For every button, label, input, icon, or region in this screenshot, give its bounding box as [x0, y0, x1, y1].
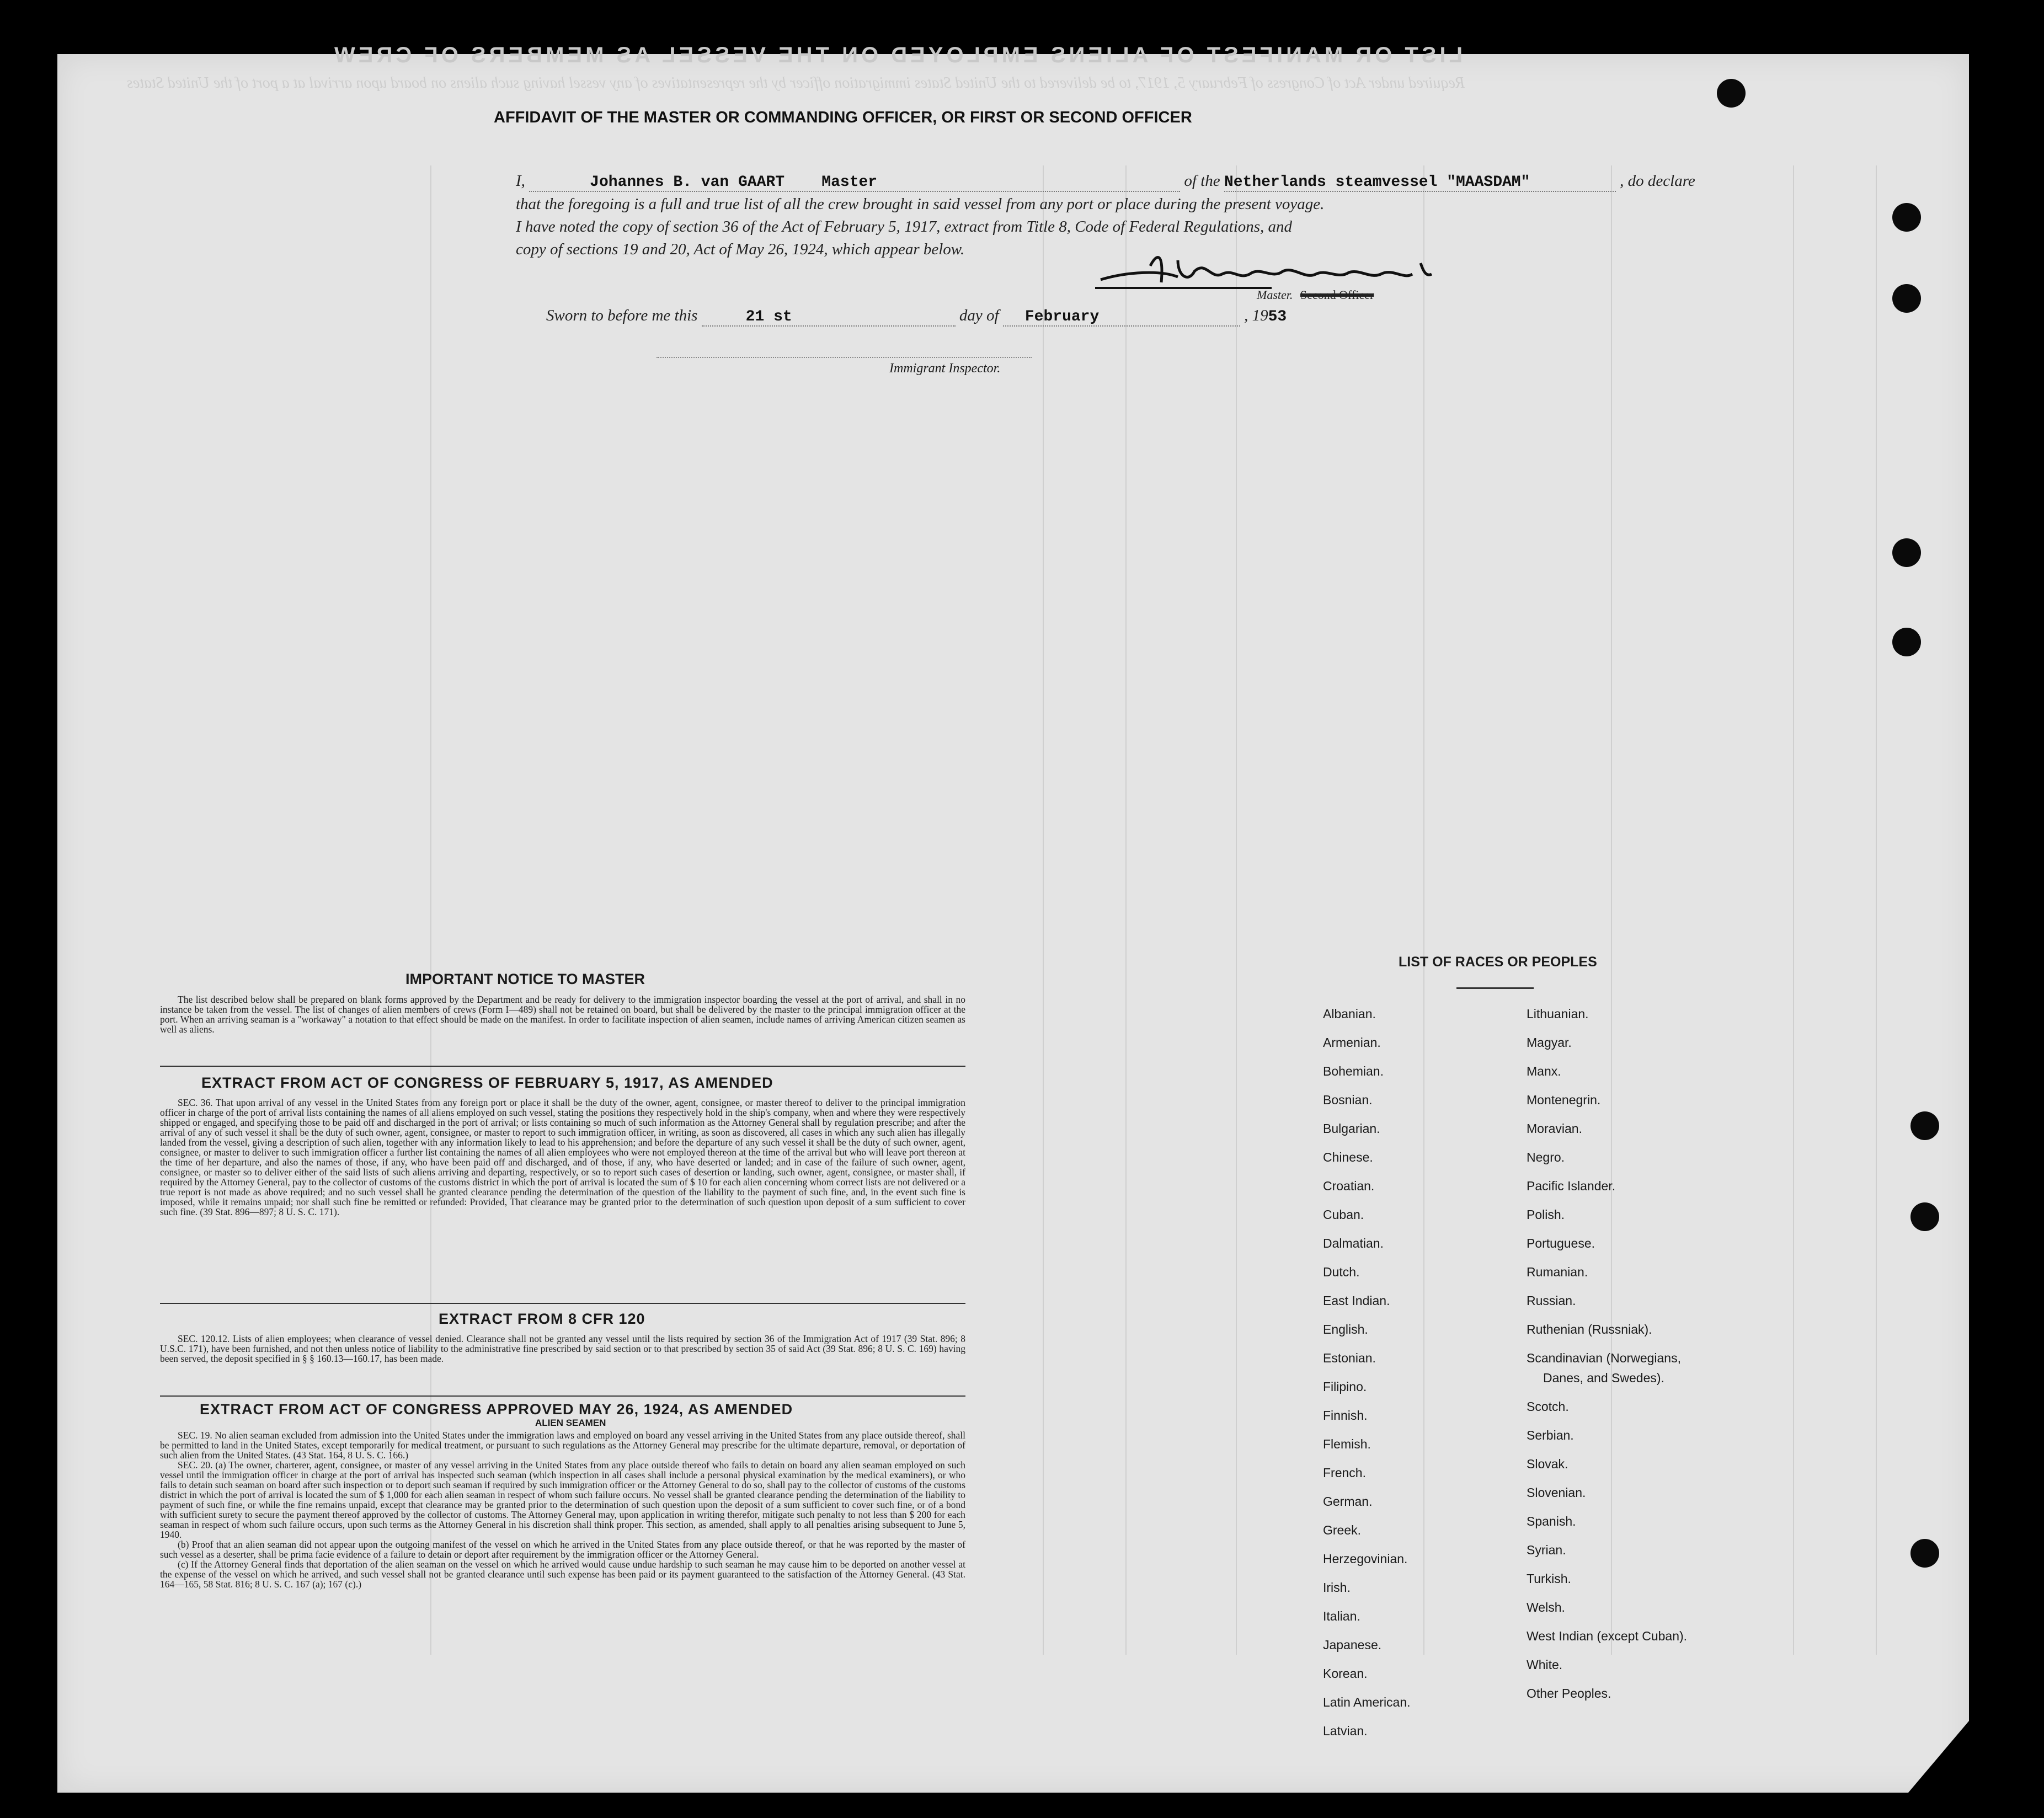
race-item: Welsh. — [1527, 1600, 1565, 1614]
master-rank-field: Master — [821, 174, 878, 191]
punch-hole — [1892, 538, 1921, 567]
extract-1917-title: EXTRACT FROM ACT OF CONGRESS OF FEBRUARY 5, 1917, AS AMENDED — [201, 1074, 773, 1091]
sworn-line — [546, 307, 1287, 327]
race-item: Negro. — [1527, 1150, 1565, 1164]
folded-corner — [1908, 1721, 1969, 1793]
extract-cfr-title: EXTRACT FROM 8 CFR 120 — [439, 1311, 645, 1327]
race-item: Pacific Islander. — [1527, 1179, 1616, 1193]
race-item: White. — [1527, 1657, 1563, 1672]
master-label: Master. — [1257, 288, 1293, 302]
punch-hole — [1892, 203, 1921, 232]
sworn-year-field: 53 — [1268, 308, 1287, 325]
ghost-column-line — [1236, 165, 1237, 1655]
ghost-column-line — [1423, 165, 1424, 1655]
race-item: French. — [1323, 1466, 1366, 1480]
notice-text — [160, 994, 965, 1034]
race-item: Croatian. — [1323, 1179, 1375, 1193]
divider — [160, 1066, 965, 1067]
race-item: Korean. — [1323, 1666, 1368, 1681]
race-item: German. — [1323, 1494, 1373, 1509]
race-item: Other Peoples. — [1527, 1686, 1611, 1701]
race-item: Japanese. — [1323, 1638, 1382, 1652]
race-item: East Indian. — [1323, 1293, 1390, 1308]
race-item: Moravian. — [1527, 1121, 1582, 1136]
race-item: Magyar. — [1527, 1035, 1572, 1050]
race-item: Armenian. — [1323, 1035, 1381, 1050]
alien-seamen-subtitle: ALIEN SEAMEN — [535, 1418, 606, 1428]
notice-title: IMPORTANT NOTICE TO MASTER — [405, 971, 645, 987]
divider — [160, 1395, 965, 1397]
sworn-prefix: Sworn to before me this — [546, 307, 698, 324]
race-item: Flemish. — [1323, 1437, 1371, 1451]
race-item: Spanish. — [1527, 1514, 1576, 1528]
affidavit-i: I, — [516, 172, 525, 190]
sec-20a-paragraph: SEC. 20. (a) The owner, charterer, agent, consignee, or master of any vessel arriving in the United States from any place outside thereof who fails to detain on board any alien seaman employed on such vessel until the immigration officer in charge at the port of arrival has inspected such seaman (which inspection in all cases shall include a personal physical examination by the medical examiners), or who fails to detain such seaman on board after such inspection or to deport such seaman if required by such immigration officer or the Attorney General to do so, shall pay to the collector of customs of the customs district in which the port of arrival is located the sum of $ 1,000 for each alien seaman in respect of whom such failure occurs. No vessel shall be granted clearance pending the determination of the liability to payment of such fine, or while the fine remains unpaid, except that clearance may be granted prior to the determination of such question upon the deposit of a sum sufficient to cover such fine, or of a bond with sufficient surety to secure the payment thereof approved by the collector of customs. The Attorney General may, upon application in writing therefor, mitigate such penalty to not less than $ 200 for each seaman in respect of whom such failure occurs, upon such terms as the Attorney General in his discretion shall think proper. This section, as amended, shall apply to all penalties arising subsequent to June 5, 1940. — [160, 1459, 965, 1540]
divider — [160, 1303, 965, 1304]
sworn-day-field: 21 st — [745, 308, 792, 325]
race-item: Latin American. — [1323, 1695, 1411, 1709]
ghost-column-line — [1793, 165, 1794, 1655]
affidavit-text-line-4: copy of sections 19 and 20, Act of May 26, 1924, which appear below. — [516, 240, 965, 258]
race-item: Latvian. — [1323, 1724, 1368, 1738]
race-item: Manx. — [1527, 1064, 1561, 1078]
race-item: Rumanian. — [1527, 1265, 1588, 1279]
race-item: Filipino. — [1323, 1379, 1367, 1394]
affidavit-declaration-line — [516, 172, 1695, 192]
sec-120-12-paragraph: SEC. 120.12. Lists of alien employees; when clearance of vessel denied. Clearance shall not be granted any vessel until the lists required by section 36 of the Immigration Act of 1917 (39 Stat. 896; 8 U.S.C. 171), have been furnished, and not then unless notice of liability to the administrative fine prescribed by said section or to that prescribed by section 35 of said Act (39 Stat. 896; 8 U. S. C. 169) having been served, the deposit specified in § § 160.13—160.17, has been made. — [160, 1333, 965, 1364]
vessel-name-field: Netherlands steamvessel "MAASDAM" — [1224, 174, 1530, 191]
notice-paragraph: The list described below shall be prepared on blank forms approved by the Department and be ready for delivery to the immigration inspector boarding the vessel at the port of arrival, and shall in no instance be taken from the vessel. The list of changes of alien members of crews (Form I—489) shall not be retained on board, but shall be delivered by the master to the principal immigration officer at the port. When an arriving seaman is a "workaway" a notation to that effect should be made on the manifest. In order to facilitate inspection of alien seamen, include names of arriving American citizen seamen as well as aliens. — [160, 994, 965, 1035]
race-item: Lithuanian. — [1527, 1007, 1589, 1021]
inspector-label: Immigrant Inspector. — [889, 361, 1001, 376]
race-item: Serbian. — [1527, 1428, 1574, 1442]
race-item: Chinese. — [1323, 1150, 1373, 1164]
punch-hole — [1910, 1111, 1939, 1140]
master-name-field: Johannes B. van GAART — [590, 174, 785, 191]
race-item: Cuban. — [1323, 1207, 1364, 1222]
punch-hole — [1892, 284, 1921, 313]
punch-hole — [1910, 1202, 1939, 1231]
race-item: Polish. — [1527, 1207, 1565, 1222]
ghost-column-line — [1043, 165, 1044, 1655]
race-item: West Indian (except Cuban). — [1527, 1629, 1688, 1643]
race-item: Danes, and Swedes). — [1543, 1371, 1664, 1385]
race-item: Scotch. — [1527, 1399, 1569, 1414]
race-item: Herzegovinian. — [1323, 1552, 1408, 1566]
race-item: English. — [1323, 1322, 1368, 1336]
race-item: Scandinavian (Norwegians, — [1527, 1351, 1681, 1365]
ghost-column-line — [1876, 165, 1877, 1655]
race-item: Ruthenian (Russniak). — [1527, 1322, 1652, 1336]
inspector-signature-line — [657, 357, 1032, 358]
race-item: Italian. — [1323, 1609, 1360, 1623]
race-item: Syrian. — [1527, 1543, 1566, 1557]
extract-1917-text — [160, 1098, 965, 1217]
extract-cfr-text — [160, 1334, 965, 1363]
extract-1924-text — [160, 1430, 965, 1589]
race-item: Finnish. — [1323, 1408, 1368, 1423]
bleed-through-subtitle: Required under Act of Congress of February 5, 1917, to be delivered to the United States immigration officer by the representatives of any vessel having such aliens on board upon arrival at a port of the United States — [127, 74, 1465, 92]
race-item: Russian. — [1527, 1293, 1576, 1308]
affidavit-text-line-3: I have noted the copy of section 36 of the Act of February 5, 1917, extract from Title 8, Code of Federal Regulations, and — [516, 218, 1293, 236]
sec-19-paragraph: SEC. 19. No alien seaman excluded from admission into the United States under the immigration laws and employed on board any vessel arriving in the United States from any place outside thereof, shall be permitted to land in the United States, except temporarily for medical treatment, or pursuant to such regulations as the Attorney General may prescribe for the ultimate departure, removal, or deportation of such alien from the United States. (43 Stat. 164, 8 U. S. C. 166.) — [160, 1430, 965, 1461]
race-item: Irish. — [1323, 1580, 1351, 1595]
races-column-1 — [1323, 1007, 1411, 1752]
sec-36-paragraph: SEC. 36. That upon arrival of any vessel in the United States from any foreign port or place it shall be the duty of the owner, agent, consignee, or master thereof to deliver to the principal immigration officer in charge of the port of arrival lists containing the names of all aliens employed on such vessel, stating the positions they respectively hold in the ship's company, when and where they were respectively shipped or engaged, and specifying those to be paid off and discharged in the port of arrival; or lists containing so much of such information as the Attorney General shall by regulation prescribe; and after the arrival of any of such vessel it shall be the duty of such owner, agent, consignee, or master to report to such immigration officer, in writing, as soon as discovered, all cases in which any such alien has illegally landed from the vessel, giving a description of such alien, together with any information likely to lead to his apprehension; and before the departure of any such vessel it shall be the duty of such owner, agent, consignee, or master to deliver to such immigration officer a further list containing the names of all alien employees who were not employed thereon at the time of the arrival but who will leave port thereon at the time of her departure, and also the names of those, if any, who have been paid off and discharged, and of those, if any, who have deserted or landed; and in case of the failure of such owner, agent, consignee, or master so to deliver either of the said lists of such aliens arriving and departing, respectively, or so to report such cases of desertion or landing, such owner, agent, consignee, or master shall, if required by the Attorney General, pay to the collector of customs of the customs district in which the port of arrival is located the sum of $ 10 for each alien concerning whom correct lists are not delivered or a true report is not made as above required; and no such vessel shall be granted clearance pending the determination of the question of the liability to the payment of such fine, and, in the event such fine is imposed, while it remains unpaid; nor shall such fine be remitted or refunded: Provided, That clearance may be granted prior to the determination of such question upon deposit of a sum sufficient to cover such fine. (39 Stat. 896—897; 8 U. S. C. 171). — [160, 1097, 965, 1217]
race-item: Dutch. — [1323, 1265, 1360, 1279]
race-item: Bohemian. — [1323, 1064, 1384, 1078]
bleed-through-title: LIST OR MANIFEST OF ALIENS EMPLOYED ON THE VESSEL AS MEMBERS OF CREW — [331, 43, 1463, 67]
race-item: Bosnian. — [1323, 1093, 1373, 1107]
year-prefix: , 19 — [1244, 307, 1268, 324]
do-declare-label: , do declare — [1620, 172, 1695, 190]
race-item: Montenegrin. — [1527, 1093, 1601, 1107]
race-item: Albanian. — [1323, 1007, 1376, 1021]
affidavit-text-line-2: that the foregoing is a full and true list of all the crew brought in said vessel from any port or place during the present voyage. — [516, 195, 1325, 213]
race-item: Slovenian. — [1527, 1485, 1586, 1500]
of-the-label: of the — [1184, 172, 1220, 190]
master-signature-line — [1257, 288, 1374, 302]
affidavit-title: AFFIDAVIT OF THE MASTER OR COMMANDING OFFICER, OR FIRST OR SECOND OFFICER — [494, 109, 1192, 126]
sworn-month-field: February — [1024, 308, 1100, 325]
punch-hole — [1910, 1539, 1939, 1568]
race-item: Slovak. — [1527, 1457, 1568, 1471]
race-item: Portuguese. — [1527, 1236, 1595, 1250]
sec-20b-paragraph: (b) Proof that an alien seaman did not appear upon the outgoing manifest of the vessel on which he arrived in the United States from any place outside thereof, or that he was reported by the master of such vessel as a deserter, shall be prima facie evidence of a failure to detain or deport after requirement by the immigration officer or the Attorney General. — [160, 1539, 965, 1560]
struck-officer-text: Second Officer — [1300, 288, 1374, 302]
races-title-rule — [1456, 987, 1534, 989]
race-item: Turkish. — [1527, 1571, 1571, 1586]
sec-20c-paragraph: (c) If the Attorney General finds that deportation of the alien seaman on the vessel on which he arrived would cause undue hardship to such seaman he may cause him to be deported on another vessel at the expense of the vessel on which he arrived, and such vessel shall not be granted clearance until such expense has been paid or its payment guaranteed to the satisfaction of the Attorney General. (43 Stat. 164—165, 58 Stat. 816; 8 U. S. C. 167 (a); 167 (c).) — [160, 1559, 965, 1590]
race-item: Dalmatian. — [1323, 1236, 1384, 1250]
punch-hole — [1892, 628, 1921, 656]
race-item: Bulgarian. — [1323, 1121, 1380, 1136]
races-column-2 — [1527, 1007, 1687, 1715]
extract-1924-title: EXTRACT FROM ACT OF CONGRESS APPROVED MAY 26, 1924, AS AMENDED — [200, 1401, 793, 1418]
day-of-label: day of — [959, 307, 999, 324]
race-item: Greek. — [1323, 1523, 1362, 1537]
punch-hole — [1717, 79, 1746, 108]
ghost-column-line — [1125, 165, 1127, 1655]
race-item: Estonian. — [1323, 1351, 1376, 1365]
races-list-title: LIST OF RACES OR PEOPLES — [1399, 954, 1597, 970]
